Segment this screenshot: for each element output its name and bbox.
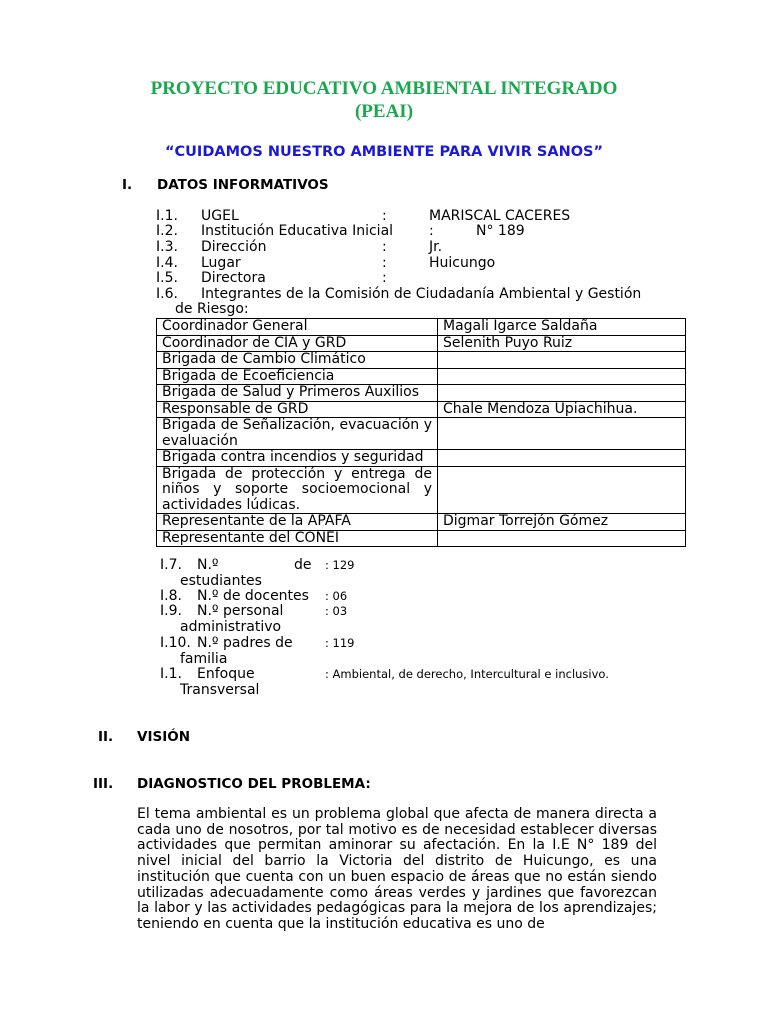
stat-num: I.7.	[160, 557, 182, 573]
stat-label-cont: estudiantes	[180, 573, 262, 589]
stat-label: N.º personal	[197, 603, 284, 619]
stat-label-right: de	[294, 557, 312, 573]
member-cell: Digmar Torrejón Gómez	[438, 514, 686, 531]
section-1-title: DATOS INFORMATIVOS	[157, 177, 329, 193]
table-row	[157, 514, 686, 531]
section-1-number: I.	[122, 177, 133, 193]
stat-num: I.10.	[160, 635, 191, 651]
role-cell: Coordinador General	[157, 319, 438, 336]
info-item-num: I.6.	[156, 286, 178, 302]
role-cell: Responsable de GRD	[157, 401, 438, 418]
member-cell	[438, 450, 686, 467]
stat-label-cont: familia	[180, 651, 228, 667]
table-row	[157, 450, 686, 467]
info-item-sep: :	[429, 223, 434, 239]
info-item-value: Huicungo	[429, 255, 496, 271]
section-3-number: III.	[93, 776, 114, 792]
table-row	[157, 335, 686, 352]
info-item-sep: :	[382, 208, 387, 224]
info-item-label: Directora	[201, 270, 266, 286]
member-cell	[438, 530, 686, 547]
document-subtitle: “CUIDAMOS NUESTRO AMBIENTE PARA VIVIR SANOS”	[164, 144, 604, 160]
stat-value: : 129	[325, 558, 355, 572]
role-cell: Brigada de Ecoeficiencia	[157, 368, 438, 385]
stat-value: : 06	[325, 589, 348, 603]
table-row	[157, 352, 686, 369]
info-item-num: I.4.	[156, 255, 178, 271]
table-row	[157, 319, 686, 336]
info-item-label: Institución Educativa Inicial	[201, 223, 394, 239]
section-2-number: II.	[98, 729, 114, 745]
stat-label: N.º padres de	[197, 635, 293, 651]
stat-num: I.8.	[160, 588, 182, 604]
stat-label: Enfoque	[197, 666, 255, 682]
table-row	[157, 401, 686, 418]
role-cell: Brigada de protección y entrega de niños y soporte socioemocional y actividades lúdicas.	[157, 466, 438, 514]
commission-table	[156, 318, 686, 547]
info-item-sep: :	[382, 239, 387, 255]
role-cell: Coordinador de CIA y GRD	[157, 335, 438, 352]
member-cell	[438, 418, 686, 450]
member-cell	[438, 385, 686, 402]
info-item-label: UGEL	[201, 208, 239, 224]
stat-value: : Ambiental, de derecho, Intercultural e inclusivo.	[325, 667, 609, 681]
table-row	[157, 418, 686, 450]
role-cell: Representante de la APAFA	[157, 514, 438, 531]
commission-label-cont: de Riesgo:	[175, 301, 249, 317]
stat-value: : 119	[325, 636, 355, 650]
info-item-label: Lugar	[201, 255, 241, 271]
diagnosis-paragraph: El tema ambiental es un problema global que afecta de manera directa a cada uno de nosotros, por tal motivo es de necesidad establecer diversas actividades que permitan aminorar su afectación. En la I.E N° 189 del nivel inicial del barrio la Victoria del distrito de Huicungo, es una institución que cuenta con un buen espacio de áreas que no están siendo utilizadas adecuadamente como áreas verdes y jardines que favorezcan la labor y las actividades pedagógicas para la mejora de los aprendizajes; teniendo en cuenta que la institución educativa es uno de	[137, 806, 657, 932]
section-3-title: DIAGNOSTICO DEL PROBLEMA:	[137, 776, 371, 792]
section-2-title: VISIÓN	[137, 729, 190, 745]
member-cell	[438, 466, 686, 514]
info-item-num: I.3.	[156, 239, 178, 255]
member-cell	[438, 368, 686, 385]
info-item-value: MARISCAL CACERES	[429, 208, 571, 224]
document-title-line2: (PEAI)	[354, 101, 414, 122]
info-item-label: Dirección	[201, 239, 267, 255]
table-row	[157, 466, 686, 514]
table-row	[157, 368, 686, 385]
commission-label: Integrantes de la Comisión de Ciudadanía Ambiental y Gestión	[201, 286, 642, 302]
info-item-num: I.5.	[156, 270, 178, 286]
member-cell	[438, 352, 686, 369]
stat-label: N.º	[197, 557, 219, 573]
stat-num: I.1.	[160, 666, 182, 682]
role-cell: Representante del CONEI	[157, 530, 438, 547]
table-row	[157, 385, 686, 402]
role-cell: Brigada contra incendios y seguridad	[157, 450, 438, 467]
role-cell: Brigada de Señalización, evacuación y evaluación	[157, 418, 438, 450]
role-cell: Brigada de Salud y Primeros Auxilios	[157, 385, 438, 402]
info-item-value: Jr.	[429, 239, 443, 255]
stat-label-cont: administrativo	[180, 619, 282, 635]
info-item-num: I.2.	[156, 223, 178, 239]
info-item-num: I.1.	[156, 208, 178, 224]
info-item-value: N° 189	[476, 223, 525, 239]
member-cell: Selenith Puyo Ruiz	[438, 335, 686, 352]
stat-label-cont: Transversal	[180, 682, 260, 698]
stat-num: I.9.	[160, 603, 182, 619]
member-cell: Magali Igarce Saldaña	[438, 319, 686, 336]
document-title-line1: PROYECTO EDUCATIVO AMBIENTAL INTEGRADO	[150, 78, 618, 99]
role-cell: Brigada de Cambio Climático	[157, 352, 438, 369]
stat-label: N.º de docentes	[197, 588, 309, 604]
info-item-sep: :	[382, 270, 387, 286]
member-cell: Chale Mendoza Upiachihua.	[438, 401, 686, 418]
info-item-sep: :	[382, 255, 387, 271]
table-row	[157, 530, 686, 547]
stat-value: : 03	[325, 604, 348, 618]
